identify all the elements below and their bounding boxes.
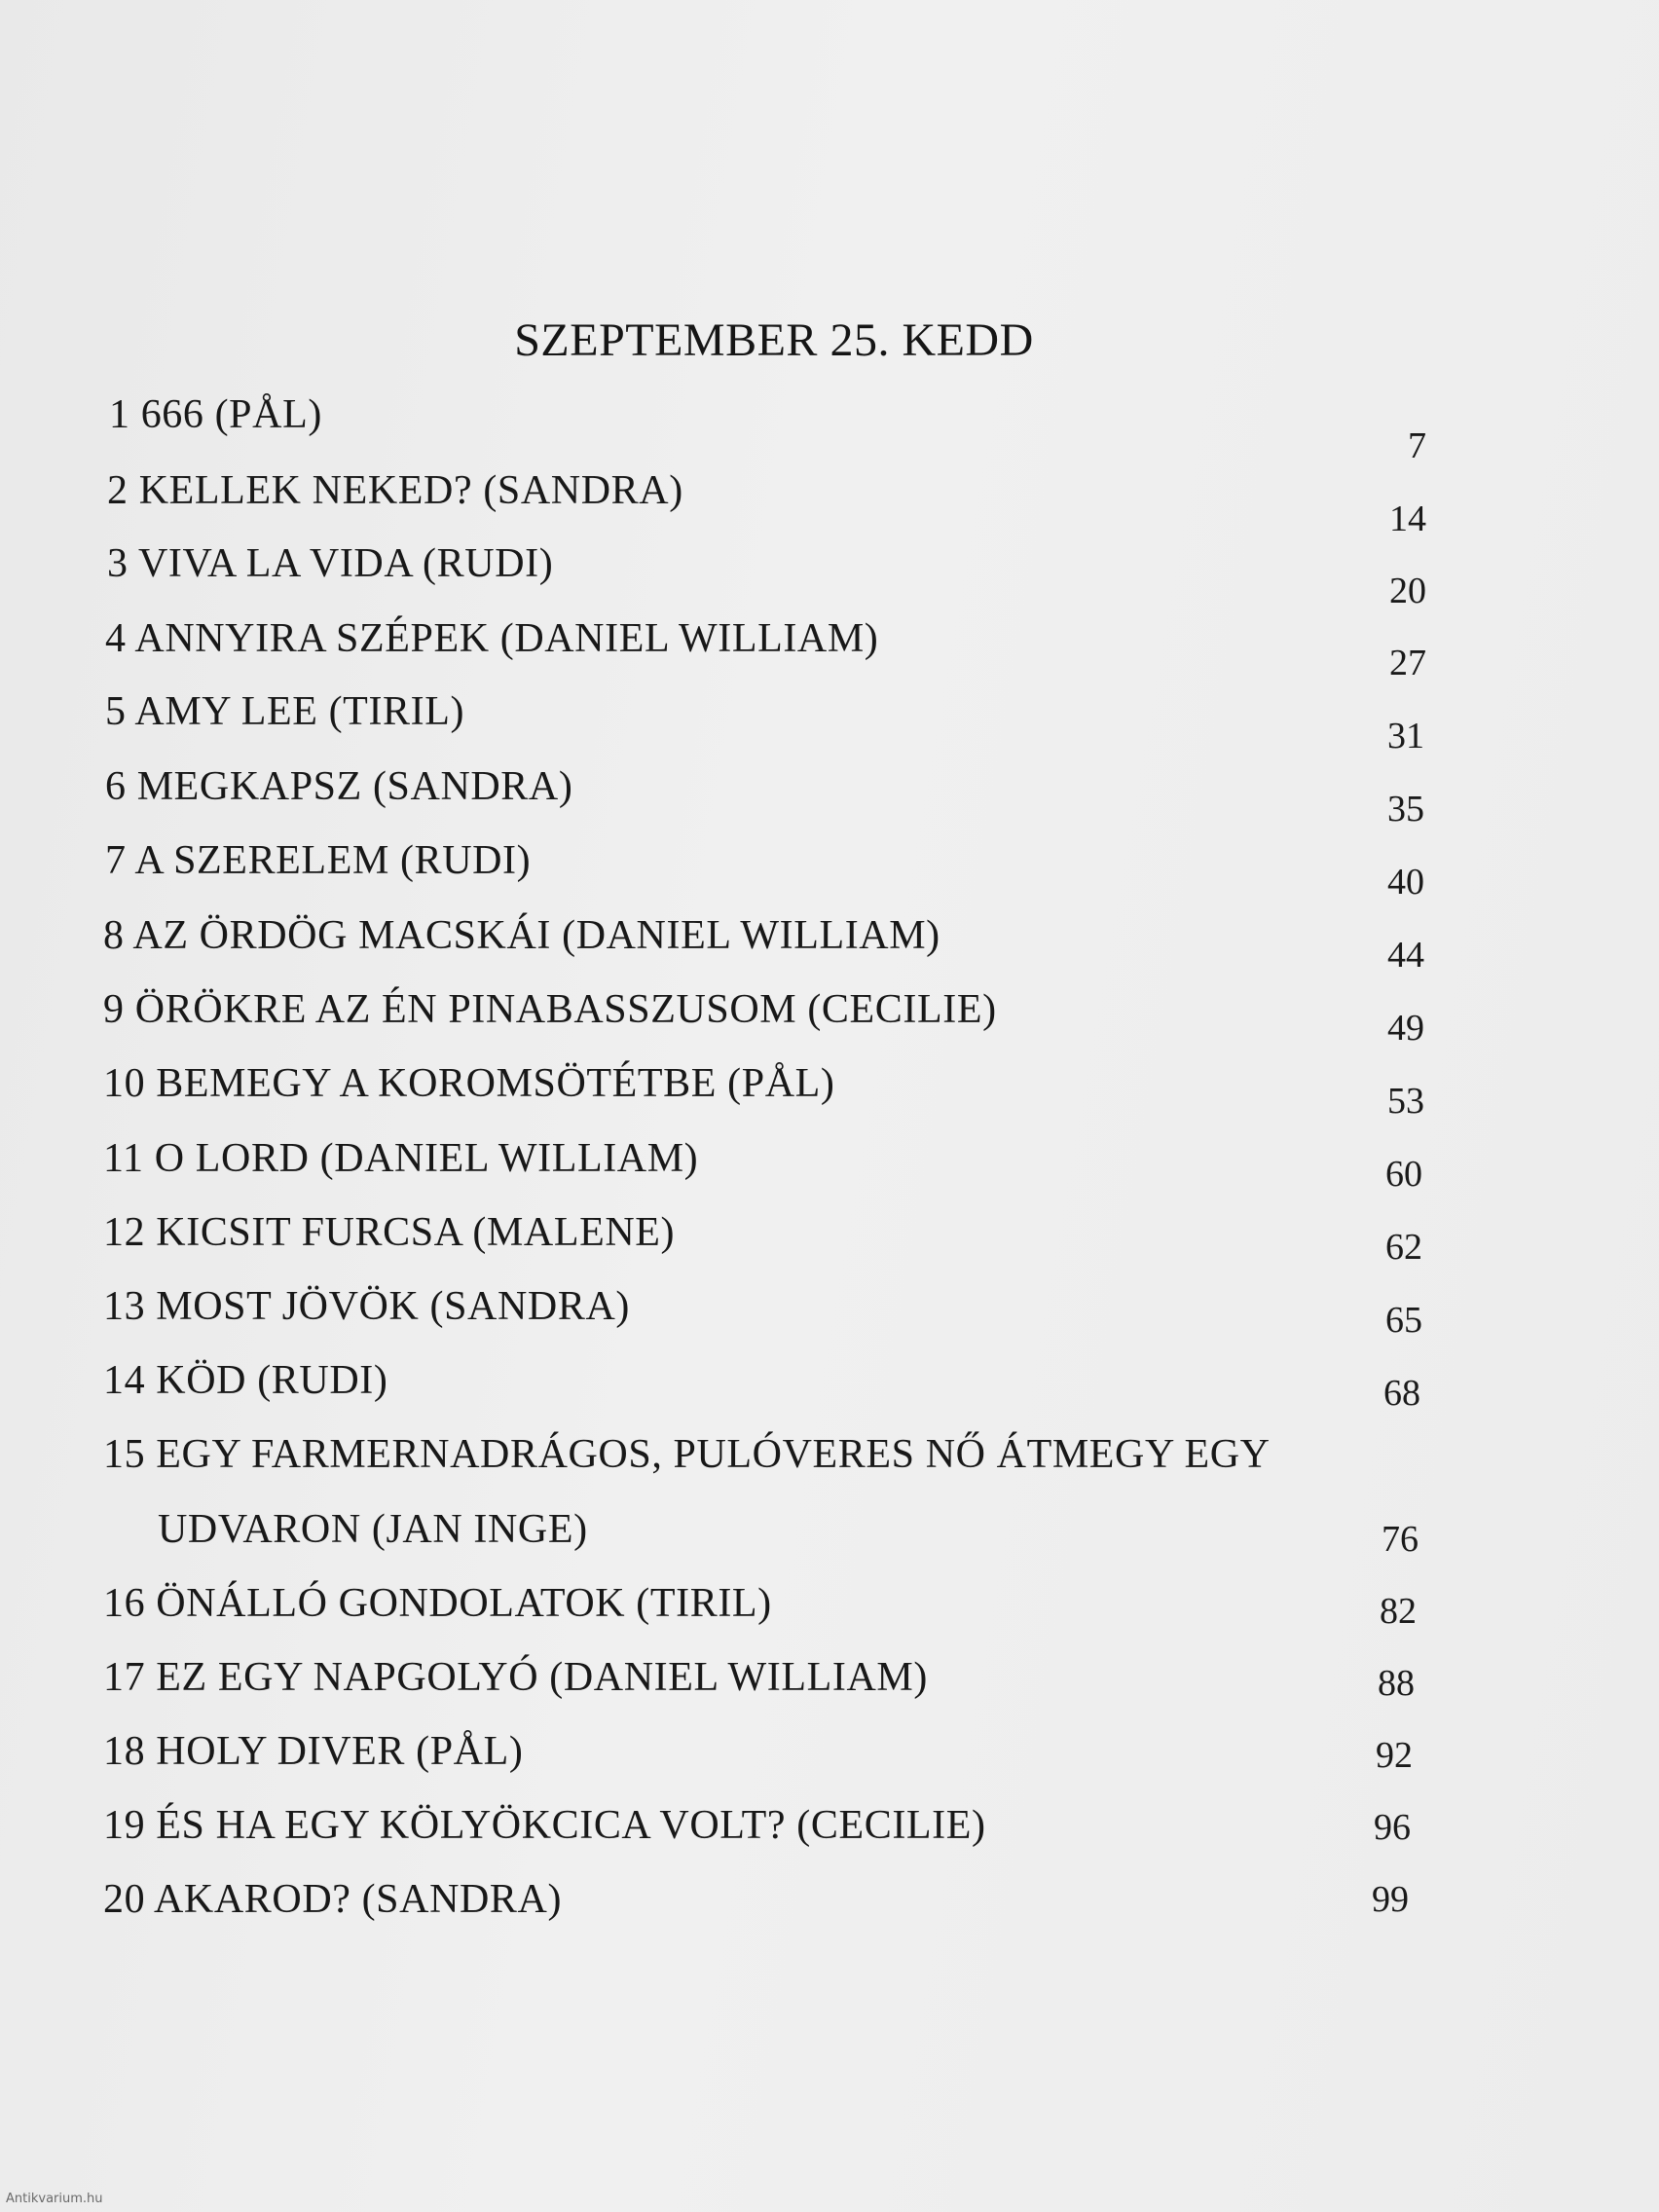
toc-entry-page: 7: [1408, 425, 1426, 466]
toc-entry-title: 19 ÉS HA EGY KÖLYÖKCICA VOLT? (CECILIE): [103, 1803, 986, 1848]
toc-entry-page: 27: [1389, 643, 1426, 683]
toc-entry-title: 7 A SZERELEM (RUDI): [105, 838, 532, 883]
toc-entry-title: 4 ANNYIRA SZÉPEK (DANIEL WILLIAM): [105, 616, 879, 661]
toc-entry-page: 20: [1389, 571, 1426, 611]
toc-entry-title: 16 ÖNÁLLÓ GONDOLATOK (TIRIL): [103, 1581, 772, 1626]
toc-entry-page: 40: [1387, 862, 1424, 903]
toc-entry-title: 17 EZ EGY NAPGOLYÓ (DANIEL WILLIAM): [103, 1655, 928, 1700]
toc-entry-title: 10 BEMEGY A KOROMSÖTÉTBE (PÅL): [103, 1061, 835, 1106]
watermark: Antikvarium.hu: [6, 2192, 103, 2206]
toc-entry-page: 60: [1385, 1154, 1422, 1195]
toc-entry-title: 5 AMY LEE (TIRIL): [105, 689, 465, 734]
toc-entry-page: 65: [1385, 1300, 1422, 1341]
toc-entry-title: 3 VIVA LA VIDA (RUDI): [107, 541, 554, 586]
toc-entry-title: 1 666 (PÅL): [109, 392, 322, 437]
toc-entry-page: 68: [1383, 1373, 1420, 1414]
toc-entry-title: 6 MEGKAPSZ (SANDRA): [105, 764, 573, 809]
toc-entry-page: 96: [1374, 1807, 1411, 1848]
toc-entry-page: 82: [1380, 1591, 1417, 1632]
section-heading: SZEPTEMBER 25. KEDD: [514, 314, 1034, 366]
toc-entry-page: 49: [1387, 1008, 1424, 1049]
toc-entry-page: 14: [1389, 498, 1426, 539]
toc-entry-title: 11 O LORD (DANIEL WILLIAM): [103, 1136, 699, 1181]
toc-entry-page: 44: [1387, 935, 1424, 976]
toc-entry-title: 12 KICSIT FURCSA (MALENE): [103, 1210, 676, 1255]
toc-entry-page: 53: [1387, 1081, 1424, 1122]
toc-entry-title: 9 ÖRÖKRE AZ ÉN PINABASSZUSOM (CECILIE): [103, 987, 997, 1032]
toc-entry-title: 2 KELLEK NEKED? (SANDRA): [107, 468, 683, 513]
toc-entry-page: 62: [1385, 1227, 1422, 1268]
toc-entry-title: 20 AKAROD? (SANDRA): [103, 1877, 563, 1922]
toc-entry-title: 18 HOLY DIVER (PÅL): [103, 1729, 524, 1774]
toc-entry-title: 8 AZ ÖRDÖG MACSKÁI (DANIEL WILLIAM): [103, 913, 940, 958]
toc-entry-page: 92: [1376, 1735, 1413, 1776]
toc-entry-title: 13 MOST JÖVÖK (SANDRA): [103, 1284, 630, 1329]
toc-entry-page: 88: [1378, 1663, 1415, 1704]
toc-entry-title: 15 EGY FARMERNADRÁGOS, PULÓVERES NŐ ÁTMEGY EGY: [103, 1432, 1271, 1477]
toc-entry-title: 14 KÖD (RUDI): [103, 1358, 388, 1403]
toc-entry-title-continued: UDVARON (JAN INGE): [158, 1507, 588, 1552]
toc-entry-page: 31: [1387, 716, 1424, 756]
toc-entry-page: 35: [1387, 789, 1424, 830]
toc-entry-page: 76: [1382, 1519, 1419, 1560]
toc-entry-page: 99: [1372, 1879, 1409, 1920]
